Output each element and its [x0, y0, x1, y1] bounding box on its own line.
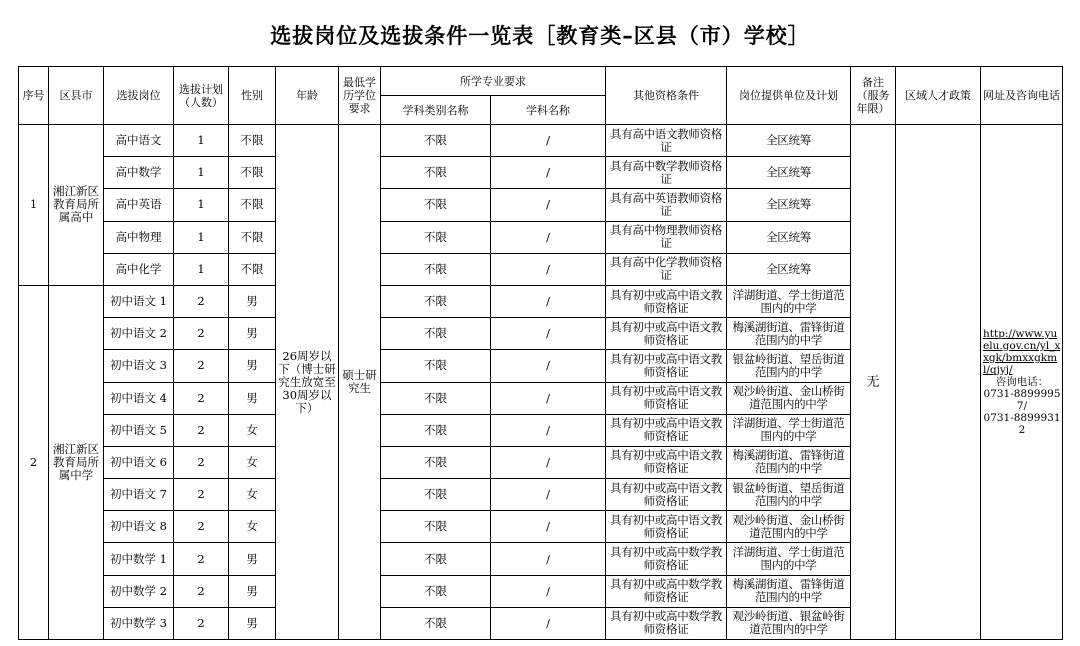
cell-major-category: 不限 — [381, 189, 491, 221]
cell-other: 具有高中数学教师资格证 — [606, 157, 727, 189]
cell-unit: 观沙岭街道、银盆岭街道范围内的中学 — [727, 607, 851, 639]
header-gender: 性别 — [229, 67, 276, 125]
cell-major-name: / — [491, 575, 606, 607]
cell-major-name: / — [491, 221, 606, 253]
cell-post: 初中语文 4 — [104, 382, 174, 414]
cell-major-category: 不限 — [381, 414, 491, 446]
group-district: 湘江新区教育局所属中学 — [49, 285, 104, 639]
cell-other: 具有高中英语教师资格证 — [606, 189, 727, 221]
cell-plan: 2 — [174, 350, 229, 382]
cell-major-name: / — [491, 189, 606, 221]
cell-gender: 男 — [229, 382, 276, 414]
cell-unit: 洋湖街道、学士街道范围内的中学 — [727, 414, 851, 446]
cell-other: 具有初中或高中语文教师资格证 — [606, 414, 727, 446]
header-other: 其他资格条件 — [606, 67, 727, 125]
cell-plan: 2 — [174, 607, 229, 639]
cell-major-category: 不限 — [381, 318, 491, 350]
cell-unit: 全区统筹 — [727, 221, 851, 253]
header-contact: 网址及咨询电话 — [981, 67, 1063, 125]
cell-policy — [896, 125, 981, 640]
cell-plan: 2 — [174, 285, 229, 317]
cell-other: 具有初中或高中语文教师资格证 — [606, 446, 727, 478]
cell-plan: 2 — [174, 382, 229, 414]
header-major-category: 学科类别名称 — [381, 96, 491, 125]
cell-gender: 女 — [229, 414, 276, 446]
cell-major-category: 不限 — [381, 543, 491, 575]
cell-unit: 梅溪湖街道、雷锋街道范围内的中学 — [727, 575, 851, 607]
header-unit: 岗位提供单位及计划 — [727, 67, 851, 125]
header-remark: 备注（服务年限） — [851, 67, 896, 125]
cell-post: 初中数学 3 — [104, 607, 174, 639]
cell-major-name: / — [491, 285, 606, 317]
cell-gender: 不限 — [229, 189, 276, 221]
cell-gender: 女 — [229, 479, 276, 511]
cell-post: 初中语文 7 — [104, 479, 174, 511]
cell-plan: 2 — [174, 414, 229, 446]
group-seq: 1 — [19, 125, 49, 286]
cell-major-name: / — [491, 253, 606, 285]
cell-post: 初中数学 1 — [104, 543, 174, 575]
cell-unit: 梅溪湖街道、雷锋街道范围内的中学 — [727, 318, 851, 350]
cell-age: 26周岁以下（博士研究生放宽至30周岁以下） — [276, 125, 339, 640]
cell-plan: 1 — [174, 157, 229, 189]
header-seq: 序号 — [19, 67, 49, 125]
cell-post: 初中语文 6 — [104, 446, 174, 478]
header-major: 所学专业要求 — [381, 67, 606, 96]
cell-unit: 洋湖街道、学士街道范围内的中学 — [727, 543, 851, 575]
header-post: 选拔岗位 — [104, 67, 174, 125]
cell-unit: 梅溪湖街道、雷锋街道范围内的中学 — [727, 446, 851, 478]
header-row — [19, 67, 1063, 96]
cell-remark: 无 — [851, 125, 896, 640]
group-seq: 2 — [19, 285, 49, 639]
cell-post: 初中语文 5 — [104, 414, 174, 446]
cell-major-category: 不限 — [381, 607, 491, 639]
cell-plan: 2 — [174, 511, 229, 543]
header-plan: 选拔计划（人数） — [174, 67, 229, 125]
cell-unit: 银盆岭街道、望岳街道范围内的中学 — [727, 350, 851, 382]
cell-major-category: 不限 — [381, 382, 491, 414]
cell-post: 初中语文 1 — [104, 285, 174, 317]
cell-gender: 女 — [229, 511, 276, 543]
cell-plan: 2 — [174, 446, 229, 478]
cell-major-category: 不限 — [381, 125, 491, 157]
cell-unit: 洋湖街道、学士街道范围内的中学 — [727, 285, 851, 317]
cell-degree: 硕士研究生 — [339, 125, 381, 640]
cell-gender: 不限 — [229, 125, 276, 157]
cell-unit: 全区统筹 — [727, 189, 851, 221]
cell-unit: 全区统筹 — [727, 253, 851, 285]
cell-post: 高中语文 — [104, 125, 174, 157]
recruitment-table — [18, 66, 1063, 640]
cell-contact — [981, 125, 1063, 640]
cell-major-name: / — [491, 318, 606, 350]
cell-gender: 男 — [229, 318, 276, 350]
cell-plan: 1 — [174, 221, 229, 253]
contact-phone-label: 咨询电话： — [995, 376, 1049, 388]
cell-major-name: / — [491, 543, 606, 575]
cell-gender: 男 — [229, 575, 276, 607]
cell-other: 具有高中物理教师资格证 — [606, 221, 727, 253]
cell-post: 初中数学 2 — [104, 575, 174, 607]
cell-post: 高中数学 — [104, 157, 174, 189]
cell-other: 具有初中或高中语文教师资格证 — [606, 382, 727, 414]
cell-other: 具有初中或高中语文教师资格证 — [606, 511, 727, 543]
cell-post: 高中英语 — [104, 189, 174, 221]
cell-major-category: 不限 — [381, 575, 491, 607]
page-title: 选拔岗位及选拔条件一览表［教育类–区县（市）学校］ — [270, 24, 810, 48]
cell-post: 初中语文 2 — [104, 318, 174, 350]
cell-plan: 2 — [174, 575, 229, 607]
cell-post: 高中物理 — [104, 221, 174, 253]
cell-unit: 全区统筹 — [727, 157, 851, 189]
cell-gender: 男 — [229, 543, 276, 575]
cell-major-category: 不限 — [381, 479, 491, 511]
cell-other: 具有初中或高中数学教师资格证 — [606, 575, 727, 607]
contact-phone-1: 0731-88999957/ — [983, 388, 1061, 412]
cell-other: 具有初中或高中数学教师资格证 — [606, 607, 727, 639]
cell-major-category: 不限 — [381, 350, 491, 382]
cell-other: 具有初中或高中语文教师资格证 — [606, 318, 727, 350]
cell-unit: 观沙岭街道、金山桥街道范围内的中学 — [727, 511, 851, 543]
cell-unit: 全区统筹 — [727, 125, 851, 157]
cell-major-name: / — [491, 414, 606, 446]
cell-plan: 2 — [174, 318, 229, 350]
cell-major-category: 不限 — [381, 221, 491, 253]
cell-other: 具有高中语文教师资格证 — [606, 125, 727, 157]
cell-other: 具有初中或高中语文教师资格证 — [606, 479, 727, 511]
cell-major-category: 不限 — [381, 253, 491, 285]
cell-unit: 观沙岭街道、金山桥街道范围内的中学 — [727, 382, 851, 414]
cell-plan: 1 — [174, 253, 229, 285]
header-degree: 最低学历学位要求 — [339, 67, 381, 125]
cell-gender: 男 — [229, 350, 276, 382]
cell-other: 具有初中或高中语文教师资格证 — [606, 285, 727, 317]
header-major-name: 学科名称 — [491, 96, 606, 125]
contact-phone-2: 0731-88999312 — [983, 412, 1061, 436]
group-district: 湘江新区教育局所属高中 — [49, 125, 104, 286]
cell-gender: 女 — [229, 446, 276, 478]
cell-other: 具有初中或高中数学教师资格证 — [606, 543, 727, 575]
cell-gender: 男 — [229, 285, 276, 317]
cell-gender: 不限 — [229, 253, 276, 285]
cell-major-category: 不限 — [381, 446, 491, 478]
cell-major-name: / — [491, 511, 606, 543]
cell-other: 具有初中或高中语文教师资格证 — [606, 350, 727, 382]
cell-other: 具有高中化学教师资格证 — [606, 253, 727, 285]
cell-plan: 1 — [174, 125, 229, 157]
cell-post: 初中语文 3 — [104, 350, 174, 382]
cell-post: 初中语文 8 — [104, 511, 174, 543]
cell-major-category: 不限 — [381, 285, 491, 317]
table-row — [19, 125, 1063, 157]
header-policy: 区域人才政策 — [896, 67, 981, 125]
cell-plan: 1 — [174, 189, 229, 221]
cell-plan: 2 — [174, 479, 229, 511]
cell-major-name: / — [491, 157, 606, 189]
cell-unit: 银盆岭街道、望岳街道范围内的中学 — [727, 479, 851, 511]
cell-plan: 2 — [174, 543, 229, 575]
header-district: 区县市 — [49, 67, 104, 125]
header-age: 年龄 — [276, 67, 339, 125]
cell-major-category: 不限 — [381, 157, 491, 189]
cell-major-name: / — [491, 607, 606, 639]
cell-major-name: / — [491, 479, 606, 511]
cell-major-name: / — [491, 125, 606, 157]
cell-gender: 不限 — [229, 157, 276, 189]
cell-major-name: / — [491, 446, 606, 478]
cell-gender: 不限 — [229, 221, 276, 253]
cell-major-category: 不限 — [381, 511, 491, 543]
cell-major-name: / — [491, 382, 606, 414]
cell-major-name: / — [491, 350, 606, 382]
cell-gender: 男 — [229, 607, 276, 639]
cell-post: 高中化学 — [104, 253, 174, 285]
contact-url[interactable]: http://www.yuelu.gov.cn/yl_xxgk/bmxxgkml/qjyj/ — [983, 328, 1061, 376]
